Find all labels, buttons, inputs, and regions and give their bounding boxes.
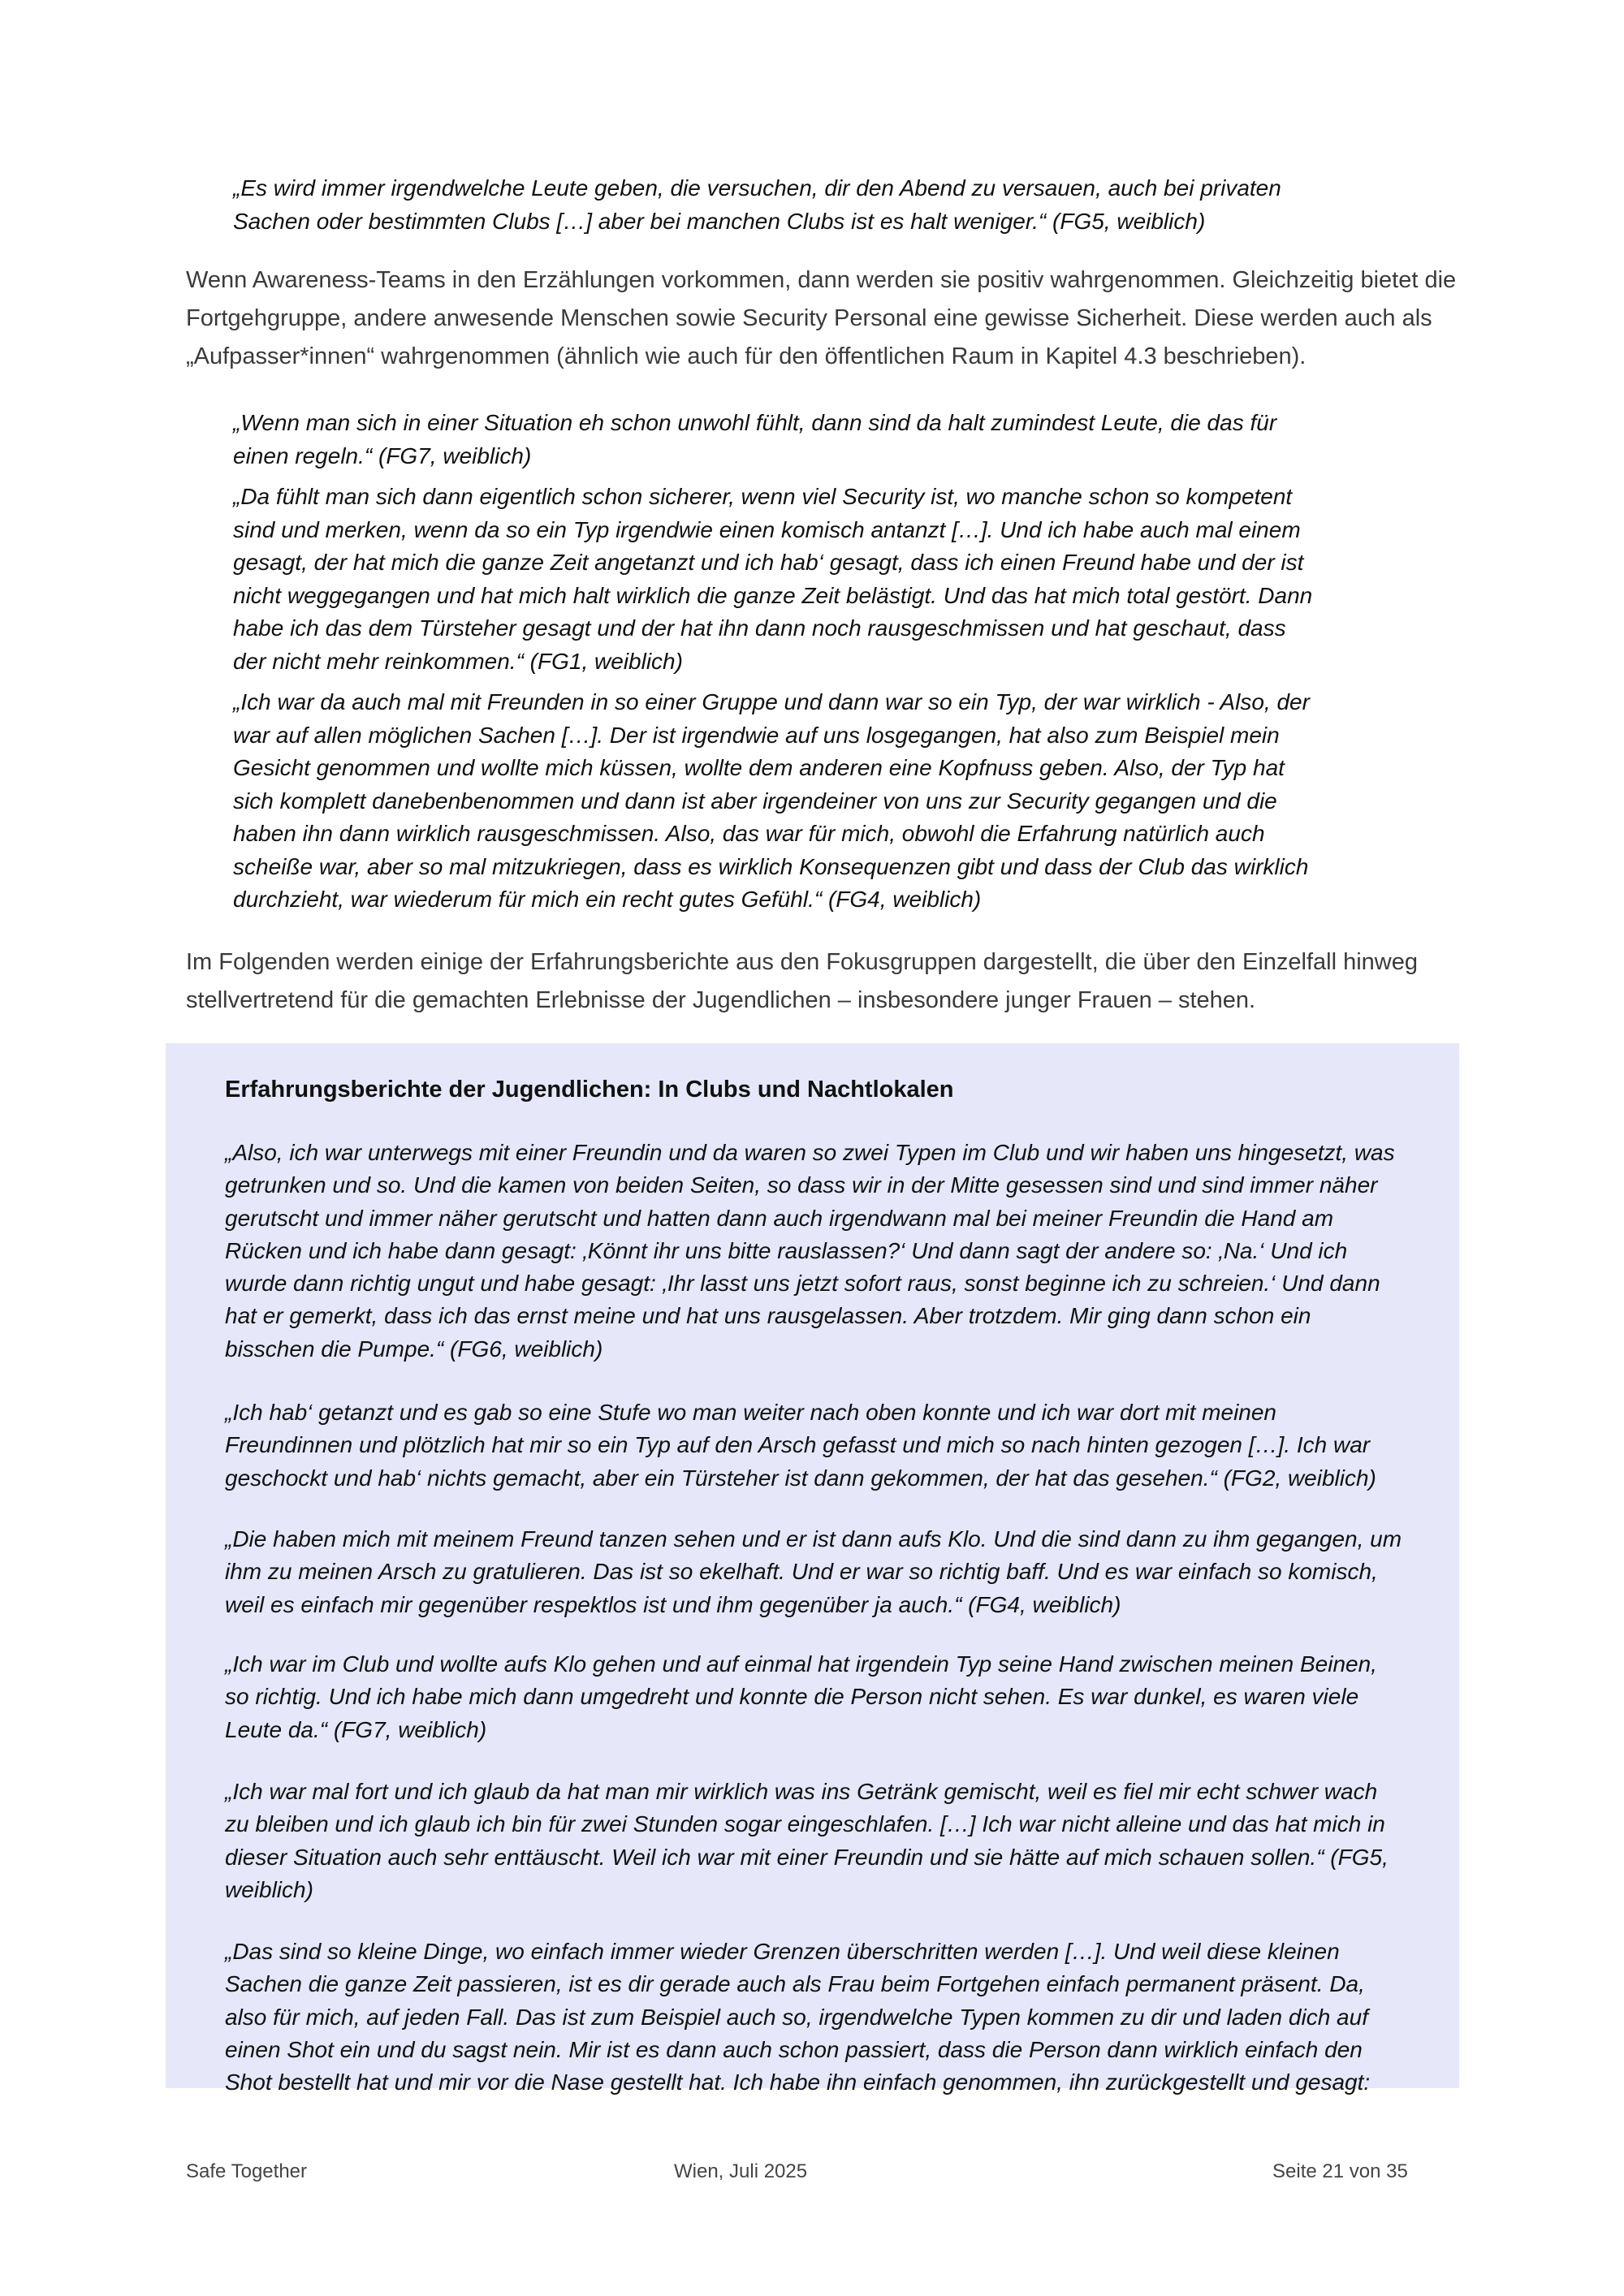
paragraph-awareness bbox=[186, 261, 1461, 376]
quote-fg4 bbox=[233, 686, 1313, 917]
report-text: „Das sind so kleine Dinge, wo einfach immer wieder Grenzen überschritten werden […]. Und weil diese kleinen Sachen die ganze Zeit passieren, ist es dir gerade auch als Frau beim Fortgehen einfach permanent präsent. Da, also für mich, auf jeden Fall. Das ist zum Beispiel auch so, irgendwelche Typen kommen zu dir und laden dich auf einen Shot ein und du sagst nein. Mir ist es dann auch schon passiert, dass die Person dann wirklich einfach den Shot bestellt hat und mir vor die Nase gestellt hat. Ich habe ihn einfach genommen, ihn zurückgestellt und gesagt: bbox=[225, 1939, 1371, 2095]
quote-fg5: „Es wird immer irgendwelche Leute geben, die versuchen, dir den Abend zu versauen, auch bei privaten Sachen oder bestimmten Clubs […] aber bei manchen Clubs ist es halt weniger.“ (FG5, weiblich) bbox=[233, 175, 1281, 234]
footer-page-number: Seite 21 von 35 bbox=[1272, 2160, 1408, 2182]
footer-left: Safe Together bbox=[186, 2160, 308, 2182]
report-text: „Ich war mal fort und ich glaub da hat man mir wirklich was ins Getränk gemischt, weil es fiel mir echt schwer wach zu bleiben und ich glaub ich bin für zwei Stunden sogar eingeschlafen. […] Ich war nicht alleine und das hat mich in dieser Situation auch sehr enttäuscht. Weil ich war mit einer Freundin und sie hätte auf mich schauen sollen.“ (FG5, weiblich) bbox=[225, 1779, 1389, 1902]
report-fg5 bbox=[225, 1776, 1402, 1906]
quote-text: „Da fühlt man sich dann eigentlich schon sicherer, wenn viel Security ist, wo manche schon so kompetent sind und merken, wenn da so ein Typ irgendwie einen komisch antanzt […]. Und ich habe auch mal einem gesagt, der hat mich die ganze Zeit angetanzt und ich hab‘ gesagt, dass ich einen Freund habe und der ist nicht weggegangen und hat mich halt wirklich die ganze Zeit belästigt. Und das hat mich total gestört. Dann habe ich das dem Türsteher gesagt und der hat ihn dann noch rausgeschmissen und hat geschaut, dass der nicht mehr reinkommen.“ (FG1, weiblich) bbox=[233, 484, 1313, 674]
report-fg4 bbox=[225, 1523, 1402, 1621]
report-fg6 bbox=[225, 1137, 1402, 1366]
quote-text: „Wenn man sich in einer Situation eh schon unwohl fühlt, dann sind da halt zumindest Leute, die das für einen regeln.“ (FG7, weiblich) bbox=[233, 410, 1277, 468]
quote-text: „Ich war da auch mal mit Freunden in so einer Gruppe und dann war so ein Typ, der war wirklich - Also, der war auf allen möglichen Sachen […]. Der ist irgendwie auf uns losgegangen, hat also zum Beispiel mein Gesicht genommen und wollte mich küssen, wollte dem anderen eine Kopfnuss geben. Also, der Typ hat sich komplett danebenbenommen und dann ist aber irgendeiner von uns zur Security gegangen und die haben ihn dann wirklich rausgeschmissen. Also, das war für mich, obwohl die Erfahrung natürlich auch scheiße war, aber so mal mitzukriegen, dass es wirklich Konsequenzen gibt und dass der Club das wirklich durchzieht, war wiederum für mich ein recht gutes Gefühl.“ (FG4, weiblich) bbox=[233, 689, 1310, 912]
quote-block-top bbox=[233, 172, 1313, 238]
report-text: „Ich hab‘ getanzt und es gab so eine Stufe wo man weiter nach oben konnte und ich war dort mit meinen Freundinnen und plötzlich hat mir so ein Typ auf den Arsch gefasst und mich so nach hinten gezogen […]. Ich war geschockt und hab‘ nichts gemacht, aber ein Türsteher ist dann gekommen, der hat das gesehen.“ (FG2, weiblich) bbox=[225, 1400, 1376, 1491]
report-fg7 bbox=[225, 1648, 1402, 1746]
report-text: „Also, ich war unterwegs mit einer Freundin und da waren so zwei Typen im Club und wir haben uns hingesetzt, was getrunken und so. Und die kamen von beiden Seiten, so dass wir in der Mitte gesessen sind und sind immer näher gerutscht und immer näher gerutscht und hatten dann auch irgendwann mal bei meiner Freundin die Hand am Rücken und ich habe dann gesagt: ‚Könnt ihr uns bitte rauslassen?‘ Und dann sagt der andere so: ‚Na.‘ Und ich wurde dann richtig ungut und habe gesagt: ‚Ihr lasst uns jetzt sofort raus, sonst beginne ich zu schreien.‘ Und dann hat er gemerkt, dass ich das ernst meine und hat uns rausgelassen. Aber trotzdem. Mir ging dann schon ein bisschen die Pumpe.“ (FG6, weiblich) bbox=[225, 1140, 1395, 1362]
report-text: „Ich war im Club und wollte aufs Klo gehen und auf einmal hat irgendein Typ seine Hand zwischen meinen Beinen, so richtig. Und ich habe mich dann umgedreht und konnte die Person nicht sehen. Es war dunkel, es waren viele Leute da.“ (FG7, weiblich) bbox=[225, 1651, 1377, 1742]
box-title: Erfahrungsberichte der Jugendlichen: In Clubs und Nachtlokalen bbox=[225, 1077, 954, 1103]
footer-center: Wien, Juli 2025 bbox=[674, 2160, 808, 2182]
report-fg2 bbox=[225, 1396, 1402, 1495]
paragraph-text: Im Folgenden werden einige der Erfahrungsberichte aus den Fokusgruppen dargestellt, die über den Einzelfall hinweg stellvertretend für die gemachten Erlebnisse der Jugendlichen – insbesondere junger Frauen – stehen. bbox=[186, 949, 1419, 1013]
quote-fg1 bbox=[233, 481, 1313, 678]
report-text: „Die haben mich mit meinem Freund tanzen sehen und er ist dann aufs Klo. Und die sind dann zu ihm gegangen, um ihm zu meinen Arsch zu gratulieren. Das ist so ekelhaft. Und er war so richtig baff. Und es war einfach so komisch, weil es einfach mir gegenüber respektlos ist und ihm gegenüber ja auch.“ (FG4, weiblich) bbox=[225, 1526, 1402, 1617]
paragraph-intro-reports bbox=[186, 943, 1461, 1020]
report-grenzen bbox=[225, 1936, 1402, 2099]
quote-fg7 bbox=[233, 407, 1313, 473]
paragraph-text: Wenn Awareness-Teams in den Erzählungen vorkommen, dann werden sie positiv wahrgenommen. Gleichzeitig bietet die Fortgehgruppe, andere anwesende Menschen sowie Security Personal eine gewisse Sicherheit. Diese werden auch als „Aufpasser*innen“ wahrgenommen (ähnlich wie auch für den öffentlichen Raum in Kapitel 4.3 beschrieben). bbox=[186, 267, 1457, 369]
